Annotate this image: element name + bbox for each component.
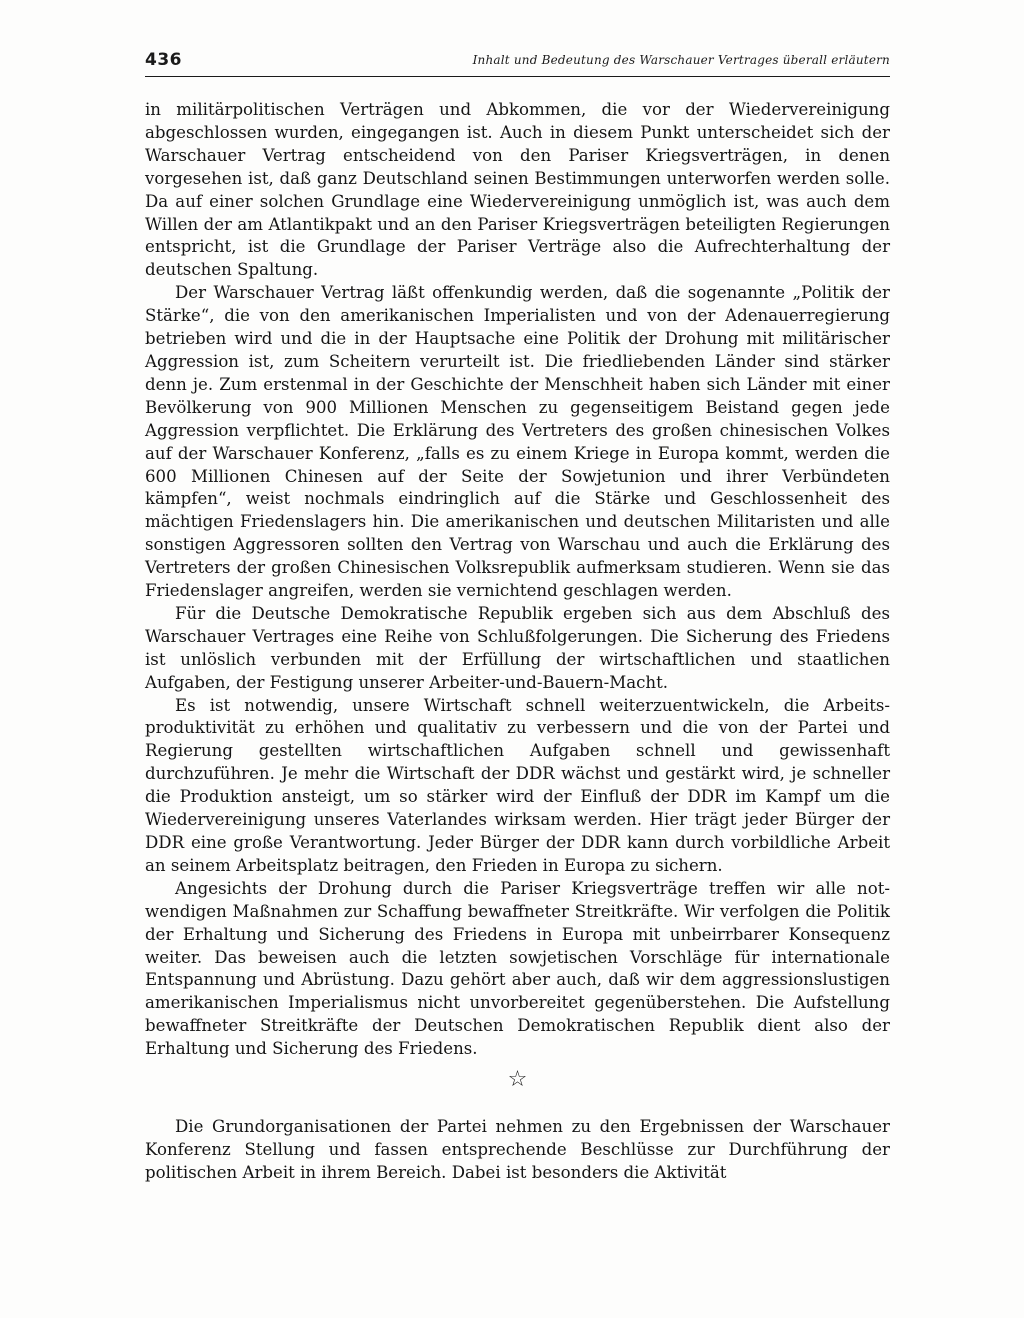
paragraph-closing: Die Grundorganisationen der Partei nehmen zu den Ergebnissen der Warschauer Konferenz Stellung und fassen entsprechende Beschlüsse zur Durchführung der politischen Arbeit in ihrem Bereich. Dabei ist besonders die Aktivität bbox=[145, 1117, 890, 1182]
body-text bbox=[145, 99, 890, 1185]
paragraph-continuation: in militärpolitischen Verträgen und Abkommen, die vor der Wiedervereinigung abgeschlossen wurden, eingegangen ist. Auch in diesem Punkt unterscheidet sich der Warschauer Vertrag entscheidend von den Pariser Kriegsverträgen, in denen vorgesehen ist, daß ganz Deutschland seinen Bestimmungen unterworfen werden solle. Da auf einer solchen Grundlage eine Wiedervereinigung unmöglich ist, was auch dem Willen der am Atlantikpakt und an den Pariser Kriegsverträgen beteiligten Regierungen entspricht, ist die Grundlage der Pariser Verträge also die Aufrechterhaltung der deutschen Spaltung. bbox=[145, 100, 890, 280]
star-separator-icon: ☆ bbox=[507, 1067, 528, 1093]
paragraph: Der Warschauer Vertrag läßt offenkundig werden, daß die sogenannte „Politik der Stärke“, die von den amerikanischen Imperialisten und von der Adenauerregierung betrieben wird und die in der Hauptsache eine Politik der Drohung mit militärischer Aggression ist, zum Scheitern verurteilt ist. Die friedliebenden Länder sind stärker denn je. Zum erstenmal in der Geschichte der Menschheit haben sich Länder mit einer Bevölkerung von 900 Millionen Menschen zu gegenseitigem Beistand gegen jede Aggression verpflichtet. Die Erklärung des Vertreters des großen chinesischen Volkes auf der Warschauer Konferenz, „falls es zu einem Kriege in Europa kommt, werden die 600 Millionen Chinesen auf der Seite der Sowjetunion und ihrer Verbündeten kämpfen“, weist nochmals eindringlich auf die Stärke und Geschlossenheit des mächtigen Friedenslagers hin. Die amerikanischen und deutschen Militaristen und alle sonstigen Aggressoren sollten den Vertrag von Warschau und auch die Erklärung des Vertreters der großen Chinesischen Volksrepublik aufmerksam studieren. Wenn sie das Friedenslager angreifen, werden sie vernichtend geschlagen werden. bbox=[145, 283, 890, 601]
running-title: Inhalt und Bedeutung des Warschauer Vertrages überall erläutern bbox=[472, 53, 890, 67]
page-number: 436 bbox=[145, 50, 182, 70]
running-header bbox=[145, 50, 890, 77]
paragraph: Es ist notwendig, unsere Wirtschaft schnell weiterzuentwickeln, die Arbeitsproduktivität zu erhöhen und qualitativ zu verbessern und die von der Partei und Regierung gestellten wirtschaftlichen Aufgaben schnell und gewissenhaft durchzuführen. Je mehr die Wirtschaft der DDR wächst und gestärkt wird, je schneller die Produktion ansteigt, um so stärker wird der Einfluß der DDR im Kampf um die Wiedervereinigung unseres Vaterlandes wirksam werden. Hier trägt jeder Bürger der DDR eine große Verantwortung. Jeder Bürger der DDR kann durch vorbildliche Arbeit an seinem Arbeitsplatz beitragen, den Frieden in Europa zu sichern. bbox=[145, 695, 890, 875]
paragraph: Für die Deutsche Demokratische Republik ergeben sich aus dem Abschluß des Warschauer Vertrages eine Reihe von Schlußfolgerungen. Die Sicherung des Friedens ist unlöslich verbunden mit der Erfüllung der wirtschaftlichen und staatlichen Aufgaben, der Festigung unserer Arbeiter-und-Bauern-Macht. bbox=[145, 603, 890, 692]
paragraph: Angesichts der Drohung durch die Pariser Kriegsverträge treffen wir alle notwendigen Maßnahmen zur Schaffung bewaffneter Streitkräfte. Wir verfolgen die Politik der Erhaltung und Sicherung des Friedens in Europa mit unbeirrbarer Konsequenz weiter. Das beweisen auch die letzten sowjetischen Vorschläge für internationale Entspannung und Abrüstung. Dazu gehört aber auch, daß wir dem aggressionslustigen amerikanischen Imperialismus nicht unvorbereitet gegenüberstehen. Die Aufstellung bewaffneter Streitkräfte der Deutschen Demokratischen Republik dient also der Erhaltung und Sicherung des Friedens. bbox=[145, 878, 890, 1059]
